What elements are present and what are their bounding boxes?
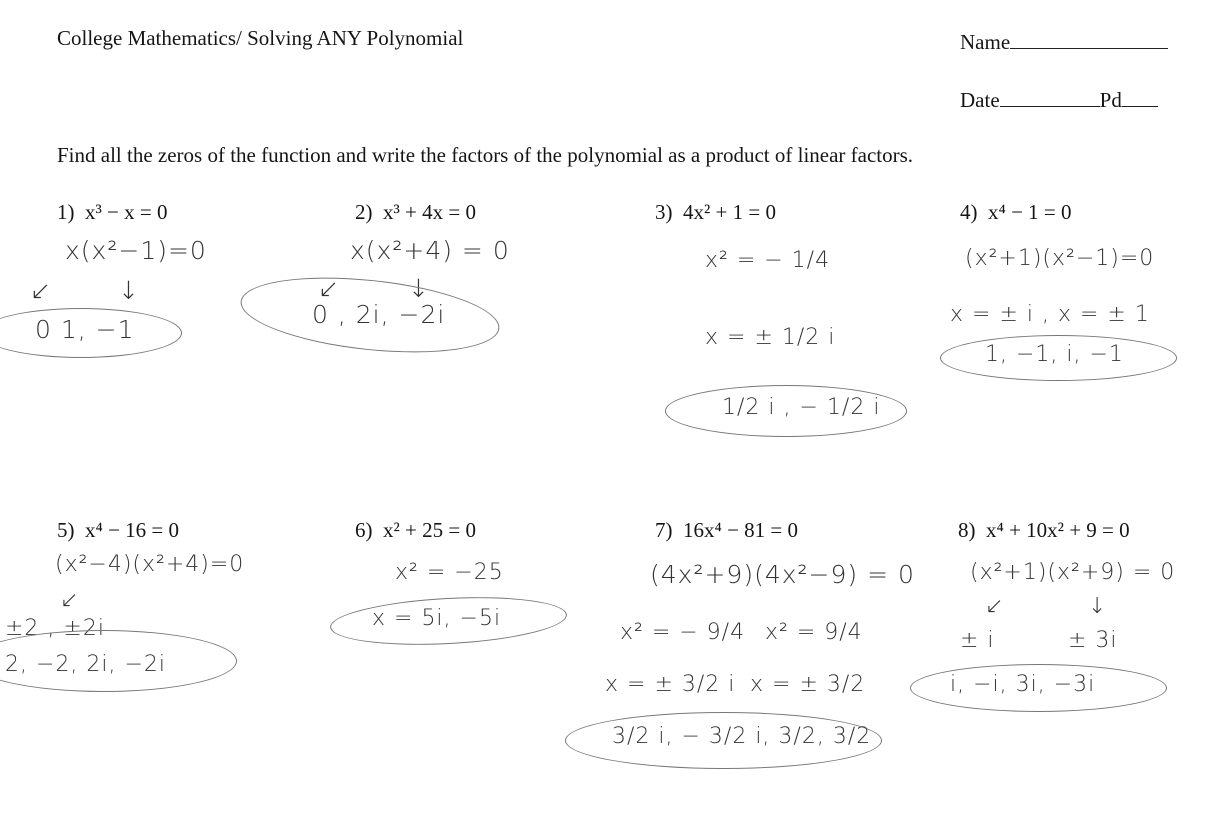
work-line: ± 3i [1068,628,1118,653]
work-line: x² = −25 [395,560,504,585]
work-line: x(x²−1)=0 [65,236,207,265]
arrow-icon: ↓ [408,274,430,303]
work-line: x² = 9/4 [765,620,863,645]
worksheet-title: College Mathematics/ Solving ANY Polynomial [57,26,464,50]
date-pd-field [960,88,1158,113]
pd-blank[interactable] [1122,88,1158,107]
arrow-icon: ↙ [318,274,340,303]
date-blank[interactable] [1000,88,1100,107]
problem-equation: 4x² + 1 = 0 [683,200,776,224]
problem-equation: x³ + 4x = 0 [383,200,476,224]
answer: i, −i, 3i, −3i [950,672,1096,697]
arrow-icon: ↙ [985,594,1005,619]
problem-equation: x⁴ + 10x² + 9 = 0 [986,518,1130,542]
problem-4 [960,200,1072,225]
problem-3 [655,200,776,225]
work-line: (x²+1)(x²−1)=0 [965,246,1155,271]
work-line: x = ± 1/2 i [705,325,836,350]
arrow-icon: ↙ [30,276,52,305]
problem-equation: x³ − x = 0 [85,200,168,224]
problem-1 [57,200,167,225]
work-line: x(x²+4) = 0 [350,236,510,265]
name-field[interactable] [960,30,1168,55]
work-line: x = ± 3/2 i [605,672,736,697]
problem-2 [355,200,476,225]
answer: 0 1, −1 [35,315,135,344]
arrow-icon: ↙ [60,588,80,613]
problem-number: 2) [355,200,373,224]
problem-equation: x⁴ − 1 = 0 [988,200,1072,224]
answer: 0 , 2i, −2i [312,300,446,329]
problem-7 [655,518,798,543]
answer: 1/2 i , − 1/2 i [722,395,881,420]
pd-label: Pd [1099,88,1122,112]
problem-number: 1) [57,200,75,224]
work-line: (x²−4)(x²+4)=0 [55,552,245,577]
instructions: Find all the zeros of the function and write the factors of the polynomial as a product of linear factors. [57,143,914,167]
work-line: (x²+1)(x²+9) = 0 [970,560,1176,585]
answer: 1, −1, i, −1 [985,342,1124,367]
problem-number: 3) [655,200,673,224]
problem-number: 4) [960,200,978,224]
answer: x = 5i, −5i [372,606,502,631]
problem-number: 6) [355,518,373,542]
problem-5 [57,518,179,543]
work-line: x² = − 1/4 [705,248,831,273]
problem-equation: x⁴ − 16 = 0 [85,518,180,542]
problem-number: 5) [57,518,75,542]
problem-equation: x² + 25 = 0 [383,518,476,542]
problem-6 [355,518,476,543]
problem-8 [958,518,1130,543]
problem-number: 8) [958,518,976,542]
work-line: x² = − 9/4 [620,620,746,645]
name-blank[interactable] [1010,30,1168,49]
work-line: ± i [960,628,995,653]
arrow-icon: ↓ [1088,594,1108,619]
name-label: Name [960,30,1011,54]
arrow-icon: ↓ [118,276,140,305]
work-line: x = ± 3/2 [750,672,866,697]
answer: 3/2 i, − 3/2 i, 3/2, 3/2 [612,724,872,749]
problem-number: 7) [655,518,673,542]
work-line: (4x²+9)(4x²−9) = 0 [650,560,915,589]
problem-equation: 16x⁴ − 81 = 0 [683,518,799,542]
work-line: ±2 , ±2i [5,616,105,641]
answer: 2, −2, 2i, −2i [5,652,167,677]
date-label: Date [960,88,1000,112]
work-line: x = ± i , x = ± 1 [950,302,1150,327]
